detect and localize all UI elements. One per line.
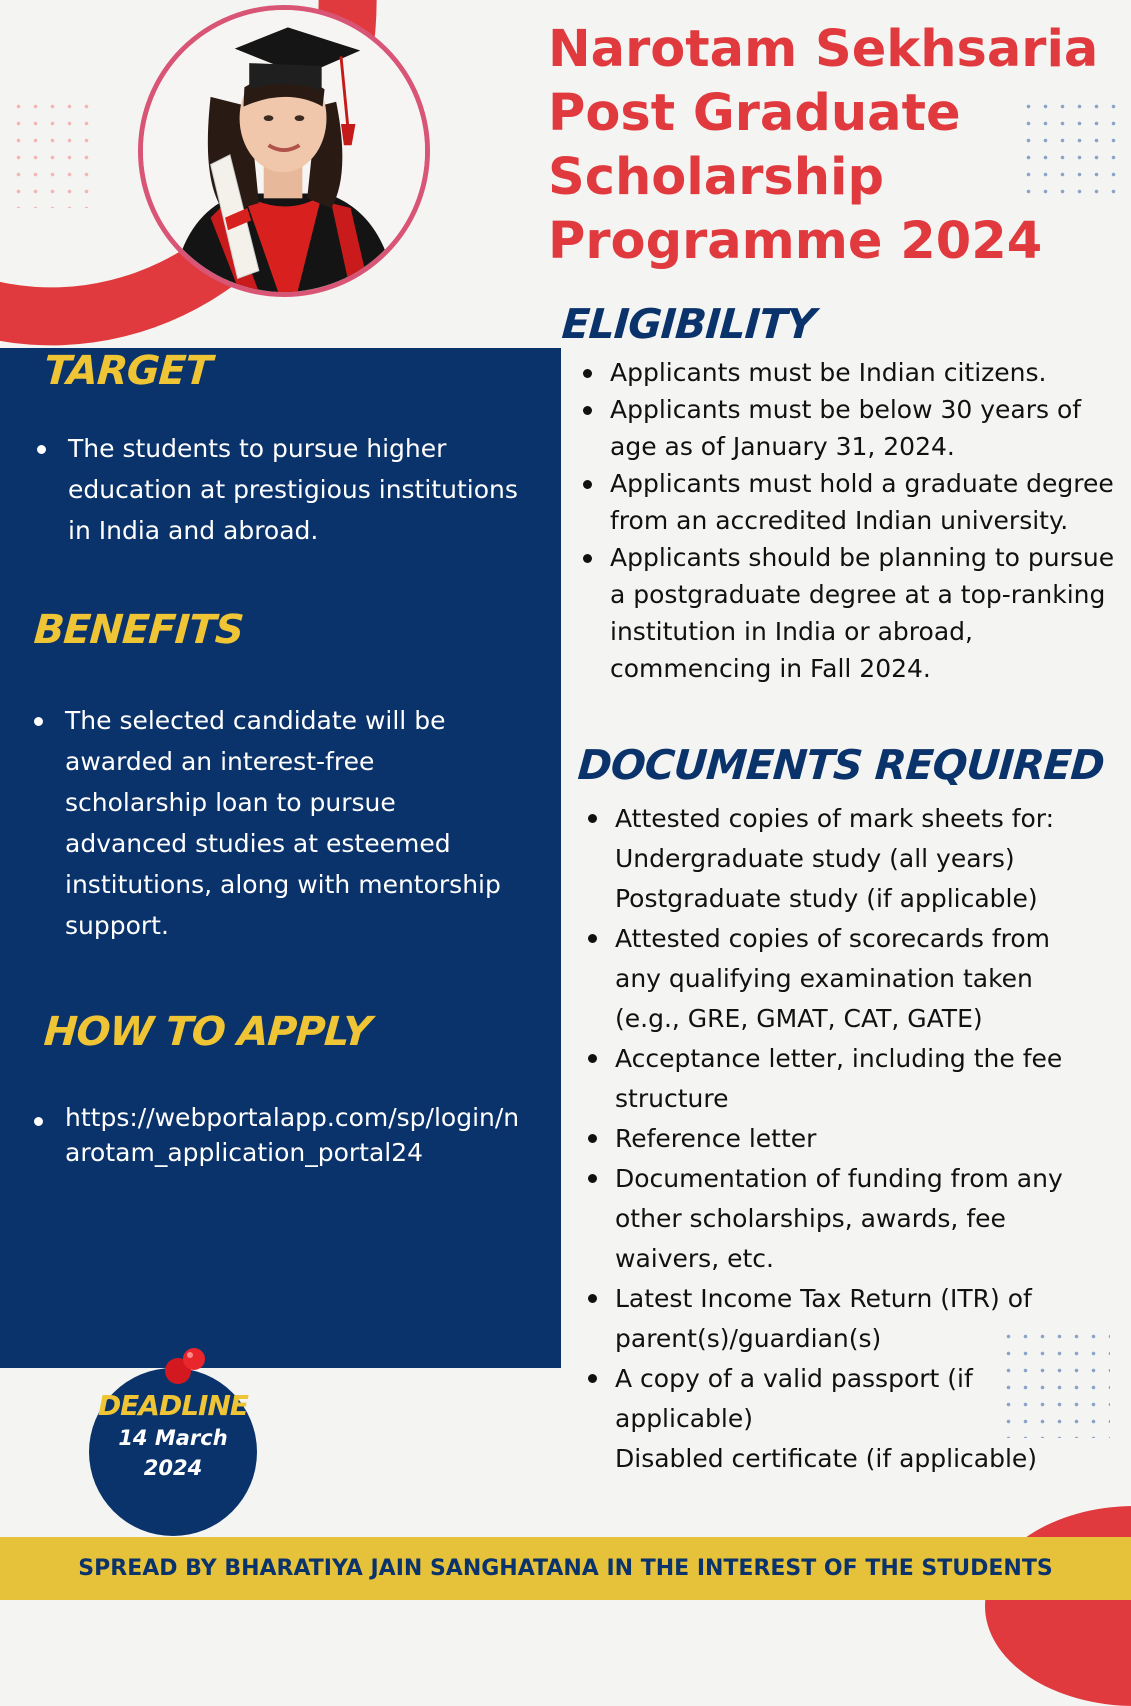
list-item: Disabled certificate (if applicable): [615, 1444, 1038, 1473]
eligibility-heading: ELIGIBILITY: [560, 300, 817, 348]
deadline-label: DEADLINE: [97, 1389, 249, 1422]
benefits-heading: BENEFITS: [32, 607, 245, 653]
corner-decoration-bottom-right: [985, 1506, 1131, 1706]
documents-list: [582, 799, 1102, 1479]
how-to-apply-list: [34, 1100, 534, 1170]
title-line: Programme 2024: [548, 212, 1043, 271]
list-item: Latest Income Tax Return (ITR) of parent(s)/guardian(s): [582, 1279, 1102, 1359]
list-item: A copy of a valid passport (if applicable): [582, 1359, 1102, 1439]
footer-banner: [0, 1537, 1131, 1600]
list-item: Documentation of funding from any other scholarships, awards, fee waivers, etc.: [582, 1159, 1102, 1279]
eligibility-list: [577, 354, 1117, 687]
target-list: [37, 428, 537, 551]
footer-text: SPREAD BY BHARATIYA JAIN SANGHATANA IN THE INTEREST OF THE STUDENTS: [78, 1556, 1053, 1581]
list-item: The selected candidate will be awarded an interest-free scholarship loan to pursue advanced studies at esteemed institutions, along with mentorship support.: [34, 700, 504, 946]
title-line: Scholarship: [548, 148, 885, 207]
dot-pattern-top-left: [10, 98, 90, 208]
title-line: Post Graduate: [548, 84, 961, 143]
list-item: Attested copies of mark sheets for: Undergraduate study (all years) Postgraduate study (if applicable): [582, 799, 1102, 919]
list-item: Acceptance letter, including the fee structure: [582, 1039, 1102, 1119]
deadline-badge: [89, 1368, 257, 1536]
list-item: Attested copies of scorecards from any qualifying examination taken (e.g., GRE, GMAT, CAT, GATE): [582, 919, 1102, 1039]
page-title: [548, 18, 1123, 274]
deadline-date-line: 14 March: [118, 1426, 228, 1450]
benefits-list: [34, 700, 504, 946]
list-item: Applicants should be planning to pursue a postgraduate degree at a top-ranking institution in India or abroad, commencing in Fall 2024.: [577, 539, 1117, 687]
graduate-illustration: [143, 10, 425, 292]
documents-heading: DOCUMENTS REQUIRED: [576, 741, 1106, 789]
how-to-apply-heading: HOW TO APPLY: [42, 1009, 373, 1055]
pushpin-icon: [160, 1345, 210, 1387]
list-item: Applicants must be below 30 years of age as of January 31, 2024.: [577, 391, 1117, 465]
list-item: Reference letter: [582, 1119, 1102, 1159]
application-link[interactable]: https://webportalapp.com/sp/login/narotam_application_portal24: [34, 1100, 534, 1170]
list-item: The students to pursue higher education at prestigious institutions in India and abroad.: [37, 428, 537, 551]
list-item: Applicants must be Indian citizens.: [577, 354, 1117, 391]
list-item: Applicants must hold a graduate degree from an accredited Indian university.: [577, 465, 1117, 539]
target-heading: TARGET: [42, 348, 213, 394]
deadline-date-line: 2024: [143, 1456, 203, 1480]
graduate-photo: [138, 5, 430, 297]
title-line: Narotam Sekhsaria: [548, 20, 1099, 79]
